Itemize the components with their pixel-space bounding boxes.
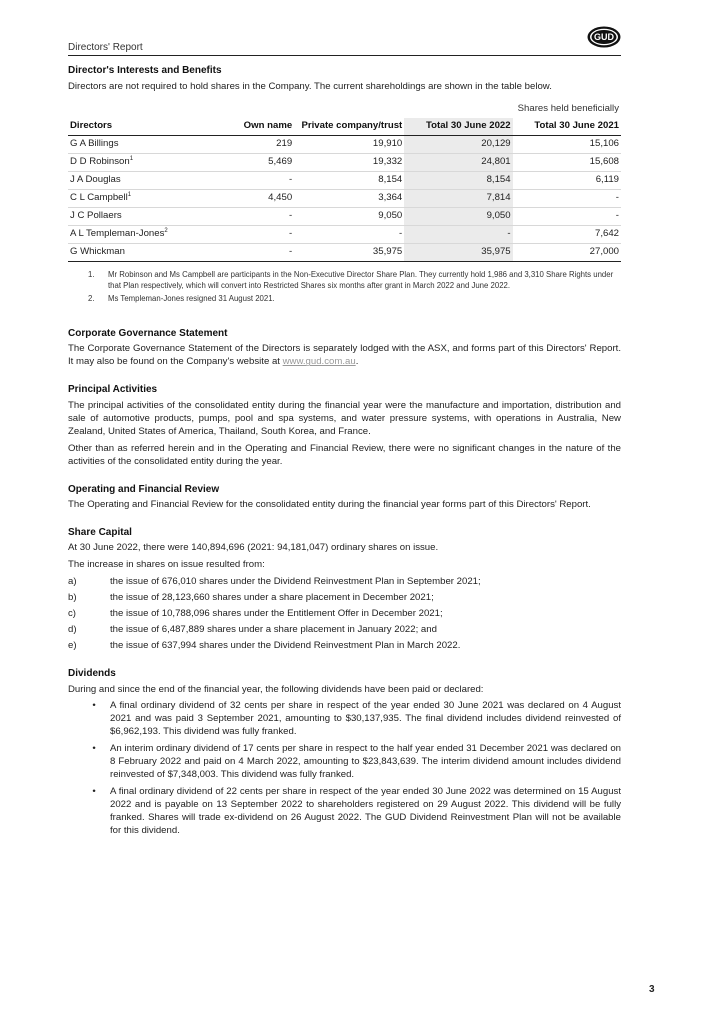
dividends-section bbox=[68, 667, 621, 838]
list-item: c) the issue of 10,788,096 shares under the Entitlement Offer in December 2021; bbox=[68, 608, 443, 620]
share-capital-line: At 30 June 2022, there were 140,894,696 (2021: 94,181,047) ordinary shares on issue. bbox=[68, 542, 439, 554]
footnote: 2. Ms Templeman-Jones resigned 31 August 2021. bbox=[88, 294, 275, 304]
gud-logo bbox=[587, 26, 621, 48]
website-link[interactable]: www.gud.com.au bbox=[282, 356, 356, 368]
total-2022-cell: - bbox=[404, 226, 512, 244]
governance-section bbox=[68, 327, 621, 369]
svg-text:GUD: GUD bbox=[594, 32, 614, 43]
total-2022-cell: 24,801 bbox=[404, 154, 512, 172]
col-total-2021: Total 30 June 2021 bbox=[513, 118, 621, 136]
list-item: d) the issue of 6,487,889 shares under a share placement in January 2022; and bbox=[68, 624, 437, 636]
director-name: G A Billings bbox=[68, 136, 222, 154]
table-header-row bbox=[68, 118, 621, 136]
trust-cell: - bbox=[294, 226, 404, 244]
footnote-marker: 2 bbox=[164, 228, 168, 235]
table-row bbox=[68, 190, 621, 208]
header-title: Directors' Report bbox=[68, 42, 143, 53]
trust-cell: 8,154 bbox=[294, 172, 404, 190]
page-header bbox=[68, 32, 621, 56]
total-2021-cell: - bbox=[513, 208, 621, 226]
total-2021-cell: 27,000 bbox=[513, 244, 621, 262]
director-name: D D Robinson$^1$ bbox=[68, 154, 222, 172]
total-2022-cell: 20,129 bbox=[404, 136, 512, 154]
table-body bbox=[68, 136, 621, 262]
own-name-cell: - bbox=[222, 208, 294, 226]
page-number: 3 bbox=[649, 984, 655, 995]
operating-section bbox=[68, 483, 621, 512]
total-2021-cell: 7,642 bbox=[513, 226, 621, 244]
col-total-2022: Total 30 June 2022 bbox=[404, 118, 512, 136]
trust-cell: 9,050 bbox=[294, 208, 404, 226]
footnote: 1. Mr Robinson and Ms Campbell are participants in the Non-Executive Director Share Plan. They currently hold 1,986 and 3,310 Share Rights under that Plan respectively, which will convert into Restricted Shares six months after grant in March 2022 and June 2022. bbox=[88, 270, 614, 290]
operating-text: The Operating and Financial Review for the consolidated entity during the financial year forms part of this Directors' Report. bbox=[68, 499, 591, 511]
dividends-intro: During and since the end of the financial year, the following dividends have been paid or declared: bbox=[68, 683, 484, 695]
own-name-cell: - bbox=[222, 172, 294, 190]
share-capital-line: The increase in shares on issue resulted from: bbox=[68, 559, 265, 571]
trust-cell: 3,364 bbox=[294, 190, 404, 208]
bullet-icon: • bbox=[92, 700, 96, 712]
shareholdings-table bbox=[68, 97, 621, 262]
table-group-row bbox=[68, 97, 621, 118]
footnote-marker: 1 bbox=[129, 156, 134, 163]
principal-heading: Principal Activities bbox=[68, 384, 158, 396]
principal-paragraph: The principal activities of the consolidated entity during the financial year were the manufacture and importation, distribution and sale of automotive products, pumps, pool and spa systems, and water pressure systems, with operations in Australia, New Zealand, United States of America, Thailand, South Korea, and France. bbox=[68, 399, 621, 437]
total-2021-cell: 15,106 bbox=[513, 136, 621, 154]
governance-heading: Corporate Governance Statement bbox=[68, 327, 228, 339]
table-row bbox=[68, 208, 621, 226]
total-2022-cell: 8,154 bbox=[404, 172, 512, 190]
own-name-cell: 219 bbox=[222, 136, 294, 154]
governance-text: The Corporate Governance Statement of the Directors is separately lodged with the ASX, and forms part of this Directors' Report. It may also be found on the Company's website at www.gud.com.au. bbox=[68, 343, 621, 368]
list-item: • An interim ordinary dividend of 17 cents per share in respect to the half year ended 31 December 2021 was declared on 8 February 2022 and paid on 4 March 2022, amounting to $23,843,639. The interim dividend amount includes dividend reinvested of $7,348,003. This dividend was fully franked. bbox=[68, 743, 621, 782]
principal-paragraph: Other than as referred herein and in the Operating and Financial Review, there were no significant changes in the nature of the activities of the consolidated entity during the year. bbox=[68, 442, 621, 467]
bullet-icon: • bbox=[92, 743, 96, 755]
bullet-icon: • bbox=[92, 786, 96, 798]
principal-section bbox=[68, 383, 621, 468]
list-item: b) the issue of 28,123,660 shares under a share placement in December 2021; bbox=[68, 592, 434, 604]
interests-section bbox=[68, 64, 621, 305]
footnote-marker: 1 bbox=[127, 192, 132, 199]
director-name: J A Douglas bbox=[68, 172, 222, 190]
director-name: C L Campbell$^1$ bbox=[68, 190, 222, 208]
operating-heading: Operating and Financial Review bbox=[68, 483, 220, 495]
trust-cell: 19,332 bbox=[294, 154, 404, 172]
table-row bbox=[68, 226, 621, 244]
own-name-cell: 4,450 bbox=[222, 190, 294, 208]
total-2021-cell: - bbox=[513, 190, 621, 208]
table-row bbox=[68, 172, 621, 190]
list-item: e) the issue of 637,994 shares under the Dividend Reinvestment Plan in March 2022. bbox=[68, 640, 461, 652]
table-row bbox=[68, 244, 621, 262]
total-2022-cell: 9,050 bbox=[404, 208, 512, 226]
total-2022-cell: 35,975 bbox=[404, 244, 512, 262]
total-2021-cell: 6,119 bbox=[513, 172, 621, 190]
list-item: • A final ordinary dividend of 32 cents per share in respect of the year ended 30 June 2021 was declared on 4 August 2021 and was paid 3 September 2021, amounting to $30,137,935. The final dividend includes dividend reinvested of $6,962,193. This dividend was fully franked. bbox=[68, 700, 621, 739]
interests-intro: Directors are not required to hold shares in the Company. The current shareholdings are shown in the table below. bbox=[68, 80, 552, 92]
report-content bbox=[68, 64, 621, 852]
share-capital-section bbox=[68, 526, 621, 653]
director-name: G Whickman bbox=[68, 244, 222, 262]
trust-cell: 35,975 bbox=[294, 244, 404, 262]
footnotes bbox=[68, 270, 621, 305]
own-name-cell: - bbox=[222, 226, 294, 244]
col-directors: Directors bbox=[68, 118, 222, 136]
total-2021-cell: 15,608 bbox=[513, 154, 621, 172]
table-row bbox=[68, 136, 621, 154]
trust-cell: 19,910 bbox=[294, 136, 404, 154]
dividends-heading: Dividends bbox=[68, 668, 116, 680]
list-item: • A final ordinary dividend of 22 cents per share in respect of the year ended 30 June 2022 was determined on 15 August 2022 and is payable on 13 September 2022 to shareholders registered on 29 August 2022. This dividend will be fully franked. Shares will trade ex-dividend on 26 August 2022. The GUD Dividend Reinvestment Plan will not be available for this dividend. bbox=[68, 786, 621, 838]
director-name: J C Pollaers bbox=[68, 208, 222, 226]
table-row bbox=[68, 154, 621, 172]
group-header: Shares held beneficially bbox=[517, 103, 619, 115]
director-name: A L Templeman-Jones$^2$ bbox=[68, 226, 222, 244]
col-own-name: Own name bbox=[222, 118, 294, 136]
col-private-trust: Private company/trust bbox=[294, 118, 404, 136]
total-2022-cell: 7,814 bbox=[404, 190, 512, 208]
list-item: a) the issue of 676,010 shares under the Dividend Reinvestment Plan in September 2021; bbox=[68, 576, 481, 588]
own-name-cell: 5,469 bbox=[222, 154, 294, 172]
own-name-cell: - bbox=[222, 244, 294, 262]
share-capital-heading: Share Capital bbox=[68, 526, 132, 538]
interests-heading: Director's Interests and Benefits bbox=[68, 65, 222, 76]
